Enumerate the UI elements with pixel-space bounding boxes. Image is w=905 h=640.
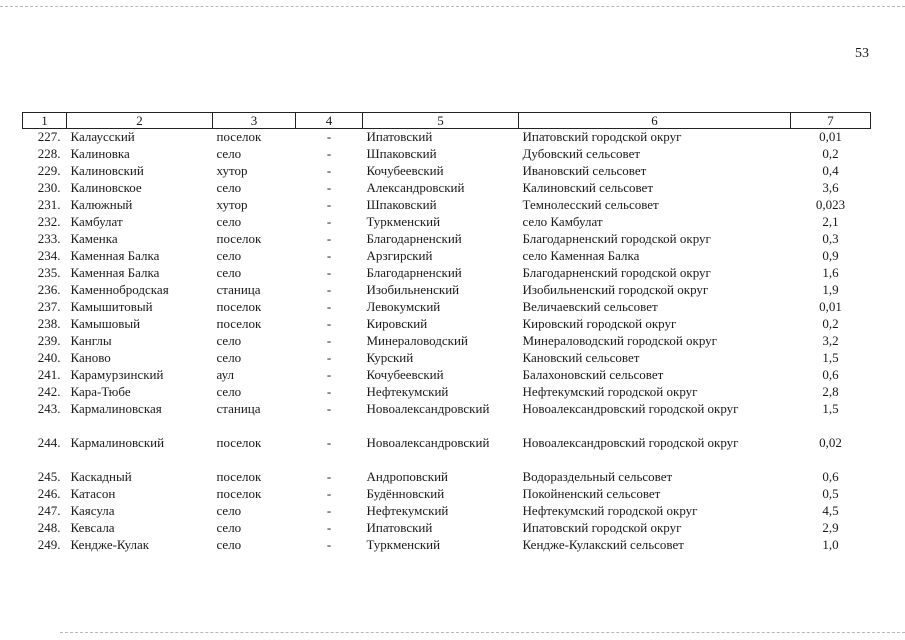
column-4-value: - <box>326 384 332 399</box>
settlement-name: Канглы <box>70 333 112 348</box>
settlement-type: село <box>216 265 242 280</box>
value-cell: 4,5 <box>822 503 839 518</box>
table-row <box>23 503 871 520</box>
district-name: Кочубеевский <box>366 367 444 382</box>
column-4-value: - <box>326 214 332 229</box>
row-number: 239. <box>37 333 61 348</box>
municipality-name: Благодарненский городской округ <box>522 265 711 280</box>
column-4-value: - <box>326 180 332 195</box>
column-4-value: - <box>326 333 332 348</box>
settlement-name: Камышитовый <box>70 299 153 314</box>
district-name: Андроповский <box>366 469 448 484</box>
settlement-name: Камышовый <box>70 316 141 331</box>
municipality-name: Балахоновский сельсовет <box>522 367 664 382</box>
row-number: 244. <box>37 435 61 450</box>
row-number: 228. <box>37 146 61 161</box>
column-4-value: - <box>326 486 332 501</box>
column-header: 7 <box>791 113 871 129</box>
district-name: Благодарненский <box>366 265 462 280</box>
settlement-type: село <box>216 248 242 263</box>
value-cell: 0,6 <box>822 469 839 484</box>
table-row <box>23 197 871 214</box>
district-name: Арзгирский <box>366 248 433 263</box>
table-row <box>23 486 871 503</box>
table-row <box>23 248 871 265</box>
column-4-value: - <box>326 520 332 535</box>
municipality-name: Покойненский сельсовет <box>522 486 661 501</box>
settlement-name: Камбулат <box>70 214 123 229</box>
settlements-table <box>22 112 871 554</box>
table-row <box>23 367 871 384</box>
column-4-value: - <box>326 265 332 280</box>
value-cell: 0,02 <box>819 435 842 450</box>
value-cell: 0,3 <box>822 231 839 246</box>
district-name: Нефтекумский <box>366 503 449 518</box>
municipality-name: Величаевский сельсовет <box>522 299 658 314</box>
district-name: Благодарненский <box>366 231 462 246</box>
value-cell: 0,5 <box>822 486 839 501</box>
value-cell: 2,9 <box>822 520 839 535</box>
table-row <box>23 214 871 231</box>
settlement-name: Калиновское <box>70 180 142 195</box>
municipality-name: Темнолесский сельсовет <box>522 197 659 212</box>
settlement-type: поселок <box>216 316 262 331</box>
municipality-name: Ивановский сельсовет <box>522 163 647 178</box>
district-name: Минераловодский <box>366 333 468 348</box>
municipality-name: Новоалександровский городской округ <box>522 435 739 450</box>
settlement-type: село <box>216 520 242 535</box>
district-name: Шпаковский <box>366 197 437 212</box>
settlement-name: Каменная Балка <box>70 265 160 280</box>
value-cell: 0,9 <box>822 248 839 263</box>
settlement-type: хутор <box>216 197 248 212</box>
table-row <box>23 384 871 401</box>
column-4-value: - <box>326 401 332 416</box>
table-header-row <box>23 113 871 129</box>
settlement-type: поселок <box>216 299 262 314</box>
district-name: Кочубеевский <box>366 163 444 178</box>
settlement-type: село <box>216 350 242 365</box>
district-name: Кировский <box>366 316 428 331</box>
row-number: 232. <box>37 214 61 229</box>
row-number: 247. <box>37 503 61 518</box>
value-cell: 1,6 <box>822 265 839 280</box>
settlement-name: Кевсала <box>70 520 115 535</box>
column-4-value: - <box>326 316 332 331</box>
row-number: 231. <box>37 197 61 212</box>
settlement-name: Катасон <box>70 486 116 501</box>
row-number: 241. <box>37 367 61 382</box>
table-row <box>23 469 871 486</box>
value-cell: 0,2 <box>822 146 839 161</box>
table-row <box>23 146 871 163</box>
settlement-type: поселок <box>216 129 262 144</box>
column-4-value: - <box>326 197 332 212</box>
municipality-name: Изобильненский городской округ <box>522 282 709 297</box>
column-4-value: - <box>326 282 332 297</box>
settlement-type: станица <box>216 282 261 297</box>
value-cell: 2,1 <box>822 214 839 229</box>
row-number: 234. <box>37 248 61 263</box>
column-header: 2 <box>67 113 213 129</box>
value-cell: 0,023 <box>815 197 846 212</box>
settlement-name: Калаусский <box>70 129 135 144</box>
district-name: Нефтекумский <box>366 384 449 399</box>
district-name: Новоалександровский <box>366 435 490 450</box>
municipality-name: Кендже-Кулакский сельсовет <box>522 537 684 552</box>
settlement-type: станица <box>216 401 261 416</box>
municipality-name: Дубовский сельсовет <box>522 146 641 161</box>
column-4-value: - <box>326 537 332 552</box>
municipality-name: Ипатовский городской округ <box>522 129 682 144</box>
row-number: 243. <box>37 401 61 416</box>
column-header: 5 <box>363 113 519 129</box>
row-number: 240. <box>37 350 61 365</box>
settlement-name: Каскадный <box>70 469 132 484</box>
column-4-value: - <box>326 435 332 450</box>
row-number: 242. <box>37 384 61 399</box>
row-number: 248. <box>37 520 61 535</box>
column-4-value: - <box>326 350 332 365</box>
municipality-name: Ипатовский городской округ <box>522 520 682 535</box>
table-row <box>23 350 871 367</box>
column-header: 1 <box>23 113 67 129</box>
settlement-type: поселок <box>216 231 262 246</box>
row-number: 237. <box>37 299 61 314</box>
column-4-value: - <box>326 367 332 382</box>
column-4-value: - <box>326 469 332 484</box>
table-row <box>23 163 871 180</box>
value-cell: 0,6 <box>822 367 839 382</box>
table-row <box>23 520 871 537</box>
column-4-value: - <box>326 503 332 518</box>
row-number: 227. <box>37 129 61 144</box>
value-cell: 0,2 <box>822 316 839 331</box>
settlement-type: село <box>216 503 242 518</box>
settlement-name: Калиновский <box>70 163 144 178</box>
value-cell: 3,2 <box>822 333 839 348</box>
district-name: Ипатовский <box>366 520 433 535</box>
settlement-name: Каново <box>70 350 111 365</box>
row-number: 238. <box>37 316 61 331</box>
row-number: 236. <box>37 282 61 297</box>
municipality-name: Кировский городской округ <box>522 316 677 331</box>
settlement-type: село <box>216 146 242 161</box>
district-name: Ипатовский <box>366 129 433 144</box>
value-cell: 0,4 <box>822 163 839 178</box>
settlement-type: село <box>216 333 242 348</box>
scan-border-top <box>0 6 905 8</box>
settlement-name: Калиновка <box>70 146 130 161</box>
row-number: 235. <box>37 265 61 280</box>
district-name: Левокумский <box>366 299 441 314</box>
row-number: 249. <box>37 537 61 552</box>
value-cell: 3,6 <box>822 180 839 195</box>
district-name: Курский <box>366 350 414 365</box>
municipality-name: Минераловодский городской округ <box>522 333 718 348</box>
district-name: Изобильненский <box>366 282 460 297</box>
value-cell: 1,9 <box>822 282 839 297</box>
settlement-name: Каменка <box>70 231 118 246</box>
row-number: 229. <box>37 163 61 178</box>
settlement-name: Каменная Балка <box>70 248 160 263</box>
settlement-type: село <box>216 180 242 195</box>
row-number: 233. <box>37 231 61 246</box>
settlement-type: село <box>216 214 242 229</box>
settlement-type: поселок <box>216 469 262 484</box>
table-row <box>23 401 871 435</box>
municipality-name: село Камбулат <box>522 214 603 229</box>
settlement-name: Кармалиновская <box>70 401 162 416</box>
table-row <box>23 231 871 248</box>
settlement-name: Каменнобродская <box>70 282 169 297</box>
settlement-type: село <box>216 384 242 399</box>
column-4-value: - <box>326 231 332 246</box>
district-name: Александровский <box>366 180 465 195</box>
municipality-name: Нефтекумский городской округ <box>522 503 698 518</box>
column-header: 3 <box>213 113 296 129</box>
municipality-name: Кановский сельсовет <box>522 350 640 365</box>
value-cell: 0,01 <box>819 129 842 144</box>
column-4-value: - <box>326 248 332 263</box>
column-4-value: - <box>326 129 332 144</box>
column-4-value: - <box>326 299 332 314</box>
municipality-name: село Каменная Балка <box>522 248 640 263</box>
settlement-type: поселок <box>216 435 262 450</box>
table-row <box>23 180 871 197</box>
settlement-type: поселок <box>216 486 262 501</box>
settlement-name: Карамурзинский <box>70 367 164 382</box>
settlement-type: аул <box>216 367 235 382</box>
value-cell: 1,5 <box>822 350 839 365</box>
row-number: 230. <box>37 180 61 195</box>
value-cell: 1,0 <box>822 537 839 552</box>
district-name: Шпаковский <box>366 146 437 161</box>
municipality-name: Водораздельный сельсовет <box>522 469 673 484</box>
column-header: 6 <box>519 113 791 129</box>
district-name: Туркменский <box>366 537 441 552</box>
municipality-name: Калиновский сельсовет <box>522 180 653 195</box>
column-4-value: - <box>326 163 332 178</box>
row-number: 245. <box>37 469 61 484</box>
table-row <box>23 299 871 316</box>
settlement-type: хутор <box>216 163 248 178</box>
table-row <box>23 265 871 282</box>
district-name: Новоалександровский <box>366 401 490 416</box>
row-number: 246. <box>37 486 61 501</box>
column-header: 4 <box>296 113 363 129</box>
district-name: Туркменский <box>366 214 441 229</box>
table-row <box>23 282 871 299</box>
table-row <box>23 537 871 554</box>
settlement-name: Кара-Тюбе <box>70 384 131 399</box>
settlement-name: Кармалиновский <box>70 435 165 450</box>
municipality-name: Новоалександровский городской округ <box>522 401 739 416</box>
district-name: Будённовский <box>366 486 445 501</box>
settlement-name: Кендже-Кулак <box>70 537 150 552</box>
scan-border-bottom <box>60 632 905 634</box>
table-row <box>23 333 871 350</box>
municipality-name: Нефтекумский городской округ <box>522 384 698 399</box>
value-cell: 0,01 <box>819 299 842 314</box>
value-cell: 2,8 <box>822 384 839 399</box>
table-row <box>23 435 871 469</box>
table-row <box>23 129 871 147</box>
settlement-type: село <box>216 537 242 552</box>
settlement-name: Калюжный <box>70 197 133 212</box>
table-row <box>23 316 871 333</box>
page-number: 53 <box>855 46 869 61</box>
value-cell: 1,5 <box>822 401 839 416</box>
settlement-name: Каясула <box>70 503 115 518</box>
column-4-value: - <box>326 146 332 161</box>
municipality-name: Благодарненский городской округ <box>522 231 711 246</box>
